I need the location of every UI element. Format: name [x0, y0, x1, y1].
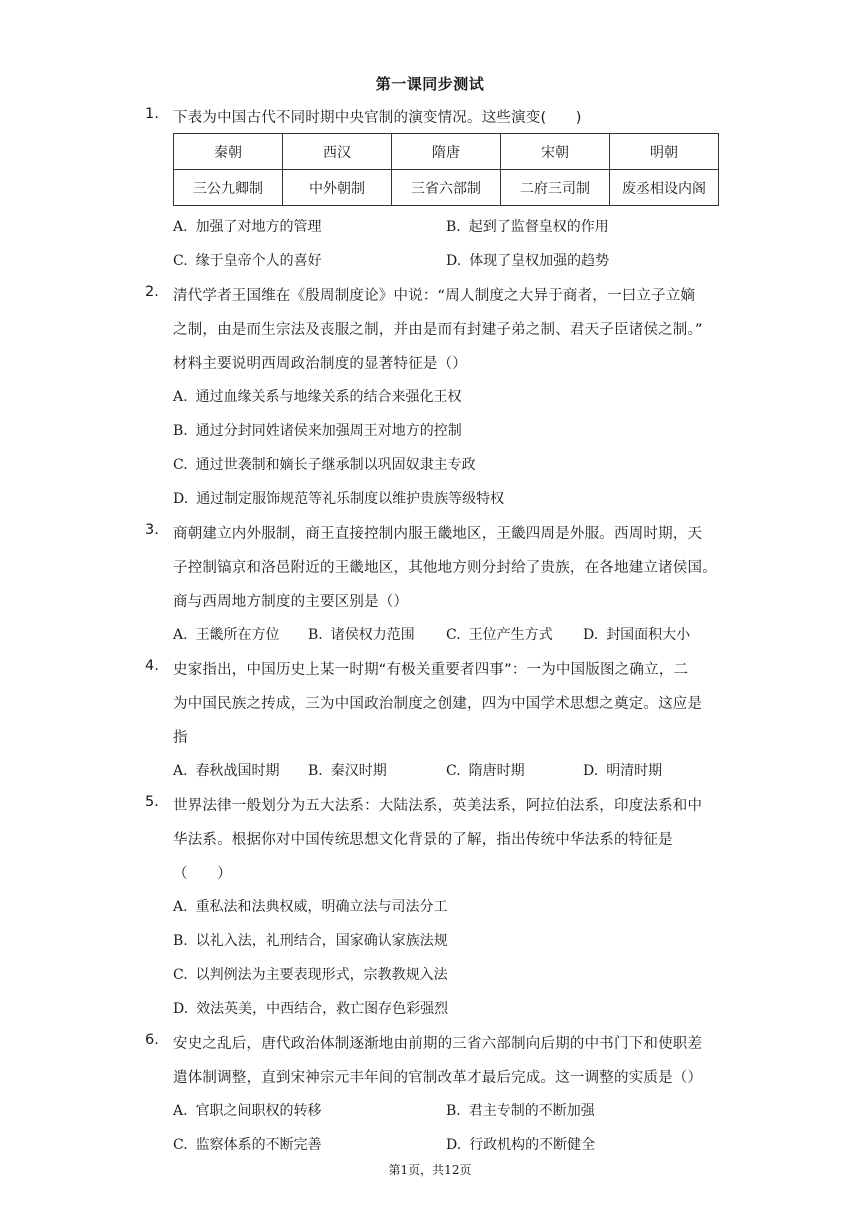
- option-letter: B.: [308, 627, 323, 643]
- option-text: 官职之间职权的转移: [195, 1103, 322, 1119]
- option-text: 体现了皇权加强的趋势: [469, 253, 610, 269]
- option-text: 王畿所在方位: [195, 627, 280, 643]
- option-text: 明清时期: [606, 763, 663, 779]
- option-letter: C.: [446, 627, 461, 643]
- table-cell: 废丞相设内阁: [610, 170, 719, 206]
- option-letter: C.: [173, 457, 188, 473]
- option-a[interactable]: [173, 386, 462, 406]
- option-text: 通过制定服饰规范等礼乐制度以维护贵族等级特权: [196, 491, 505, 507]
- option-letter: D.: [446, 1137, 462, 1153]
- page-title: 第一课同步测试: [375, 75, 485, 93]
- option-a[interactable]: [173, 1100, 322, 1120]
- option-letter: B.: [173, 933, 188, 949]
- question-text: 华法系。根据你对中国传统思想文化背景的了解，指出传统中华法系的特征是: [173, 832, 673, 848]
- option-a[interactable]: [173, 760, 280, 780]
- option-text: 诸侯权力范围: [330, 627, 415, 643]
- question-text: 史家指出，中国历史上某一时期“有极关重要者四事”：一为中国版图之确立，二: [173, 662, 689, 678]
- option-text: 加强了对地方的管理: [195, 219, 322, 235]
- option-b[interactable]: [173, 930, 448, 950]
- option-b[interactable]: [446, 216, 609, 236]
- question-text: 之制，由是而生宗法及丧服之制，并由是而有封建子弟之制、君天子臣诸侯之制。”: [173, 322, 703, 338]
- option-b[interactable]: [446, 1100, 595, 1120]
- table-cell: 三省六部制: [392, 170, 501, 206]
- option-letter: C.: [446, 763, 461, 779]
- option-letter: A.: [173, 899, 188, 915]
- option-c[interactable]: [173, 454, 476, 474]
- question-text: 安史之乱后，唐代政治体制逐渐地由前期的三省六部制向后期的中书门下和使职差: [173, 1036, 703, 1052]
- option-letter: D.: [583, 627, 599, 643]
- option-d[interactable]: [446, 1134, 595, 1154]
- table-cell: 中外朝制: [283, 170, 392, 206]
- option-text: 秦汉时期: [330, 763, 387, 779]
- option-a[interactable]: [173, 216, 322, 236]
- option-text: 王位产生方式: [468, 627, 553, 643]
- question-text: 清代学者王国维在《殷周制度论》中说：“周人制度之大异于商者，一曰立子立嫡: [173, 288, 696, 304]
- option-text: 以判例法为主要表现形式，宗教教规入法: [195, 967, 448, 983]
- question-number: 4.: [145, 658, 159, 674]
- option-letter: A.: [173, 627, 188, 643]
- option-letter: A.: [173, 763, 188, 779]
- option-text: 以礼入法，礼刑结合，国家确认家族法规: [195, 933, 448, 949]
- table-cell: 三公九卿制: [174, 170, 283, 206]
- option-b[interactable]: [308, 760, 387, 780]
- option-c[interactable]: [446, 760, 525, 780]
- question-number: 5.: [145, 794, 159, 810]
- option-a[interactable]: [173, 896, 448, 916]
- option-letter: D.: [446, 253, 462, 269]
- option-c[interactable]: [173, 1134, 322, 1154]
- option-letter: A.: [173, 219, 188, 235]
- option-b[interactable]: [173, 420, 462, 440]
- question-text: 商与西周地方制度的主要区别是（）: [173, 594, 409, 610]
- question-text: 子控制镐京和洛邑附近的王畿地区，其他地方则分封给了贵族，在各地建立诸侯国。: [173, 560, 717, 576]
- table-row: [174, 170, 719, 206]
- table-header-cell: 西汉: [283, 134, 392, 170]
- option-letter: A.: [173, 1103, 188, 1119]
- official-system-table: [173, 133, 719, 206]
- option-letter: D.: [583, 763, 599, 779]
- question-text: 商朝建立内外服制，商王直接控制内服王畿地区，王畿四周是外服。西周时期，天: [173, 526, 703, 542]
- option-c[interactable]: [173, 250, 322, 270]
- option-letter: B.: [446, 219, 461, 235]
- option-letter: C.: [173, 1137, 188, 1153]
- question-number: 1.: [145, 106, 159, 122]
- option-d[interactable]: [583, 624, 690, 644]
- table-header-cell: 隋唐: [392, 134, 501, 170]
- option-text: 重私法和法典权威，明确立法与司法分工: [195, 899, 448, 915]
- option-b[interactable]: [308, 624, 415, 644]
- option-letter: A.: [173, 389, 188, 405]
- table-row: [174, 134, 719, 170]
- question-number: 2.: [145, 284, 159, 300]
- option-d[interactable]: [446, 250, 609, 270]
- option-text: 通过血缘关系与地缘关系的结合来强化王权: [195, 389, 462, 405]
- question-number: 3.: [145, 522, 159, 538]
- option-text: 封国面积大小: [606, 627, 691, 643]
- option-letter: C.: [173, 967, 188, 983]
- option-d[interactable]: [583, 760, 662, 780]
- option-letter: D.: [173, 491, 189, 507]
- option-text: 效法英美，中西结合，救亡图存色彩强烈: [196, 1001, 449, 1017]
- option-d[interactable]: [173, 488, 504, 508]
- option-letter: D.: [173, 1001, 189, 1017]
- option-letter: C.: [173, 253, 188, 269]
- question-text: 为中国民族之抟成，三为中国政治制度之创建，四为中国学术思想之奠定。这应是: [173, 696, 703, 712]
- option-text: 监察体系的不断完善: [195, 1137, 322, 1153]
- option-text: 君主专制的不断加强: [468, 1103, 595, 1119]
- question-text: 世界法律一般划分为五大法系：大陆法系，英美法系，阿拉伯法系，印度法系和中: [173, 798, 703, 814]
- table-header-cell: 明朝: [610, 134, 719, 170]
- option-text: 通过分封同姓诸侯来加强周王对地方的控制: [195, 423, 462, 439]
- option-text: 隋唐时期: [468, 763, 525, 779]
- option-c[interactable]: [446, 624, 553, 644]
- option-letter: B.: [173, 423, 188, 439]
- option-text: 行政机构的不断健全: [469, 1137, 596, 1153]
- question-text: （ ）: [173, 866, 232, 882]
- question-text: 指: [173, 730, 188, 746]
- option-c[interactable]: [173, 964, 448, 984]
- option-text: 通过世袭制和嫡长子继承制以巩固奴隶主专政: [195, 457, 476, 473]
- option-a[interactable]: [173, 624, 280, 644]
- option-letter: B.: [308, 763, 323, 779]
- option-text: 春秋战国时期: [195, 763, 280, 779]
- option-letter: B.: [446, 1103, 461, 1119]
- option-text: 缘于皇帝个人的喜好: [195, 253, 322, 269]
- question-number: 6.: [145, 1032, 159, 1048]
- table-header-cell: 宋朝: [501, 134, 610, 170]
- table-header-cell: 秦朝: [174, 134, 283, 170]
- question-text: 下表为中国古代不同时期中央官制的演变情况。这些演变( ): [173, 110, 582, 126]
- option-text: 起到了监督皇权的作用: [468, 219, 609, 235]
- page-footer: 第1页，共12页: [388, 1163, 472, 1177]
- question-text: 遣体制调整，直到宋神宗元丰年间的官制改革才最后完成。这一调整的实质是（）: [173, 1070, 703, 1086]
- question-text: 材料主要说明西周政治制度的显著特征是（）: [173, 356, 467, 372]
- table-cell: 二府三司制: [501, 170, 610, 206]
- option-d[interactable]: [173, 998, 448, 1018]
